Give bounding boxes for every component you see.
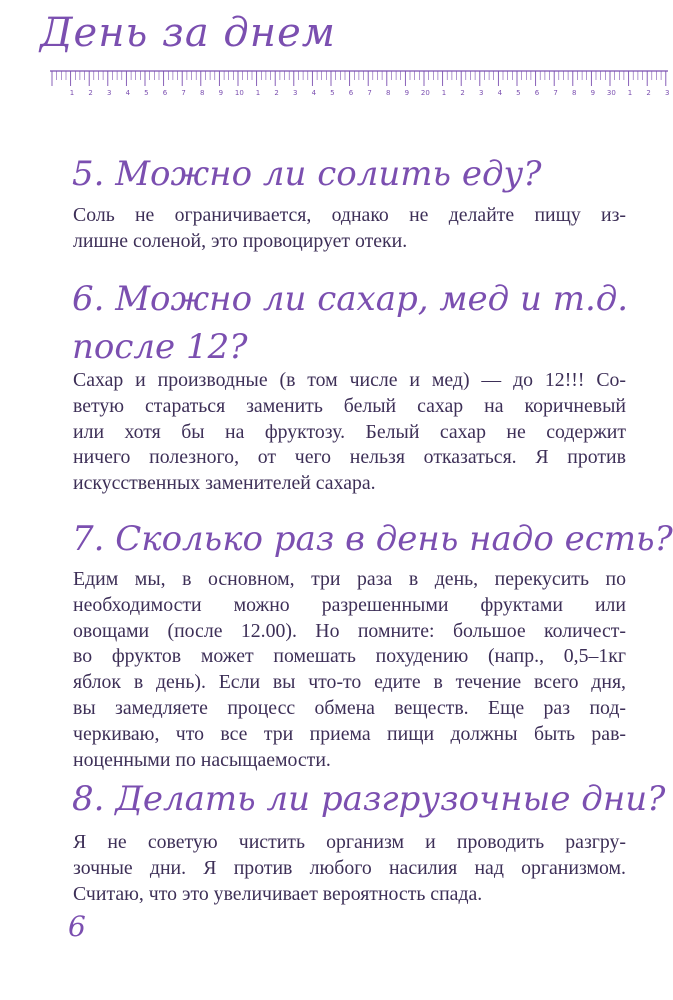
ruler-label: 9 xyxy=(404,89,410,97)
question-5 xyxy=(72,150,652,198)
answer-line: Соль не ограничивается, однако не делайте пищу из- xyxy=(73,204,626,226)
ruler-ticks xyxy=(50,70,668,90)
ruler-label: 2 xyxy=(274,89,279,97)
ruler-label: 20 xyxy=(420,89,430,97)
ruler-label: 3 xyxy=(106,89,112,97)
answer-line: ноценными по насыщаемости. xyxy=(73,748,331,771)
ruler-label: 8 xyxy=(199,89,205,97)
ruler-label: 5 xyxy=(516,89,521,97)
ruler-label: 10 xyxy=(234,89,244,97)
answer-line: во фруктов может помешать похудению (напр., 0,5–1кг xyxy=(73,645,626,668)
question-8 xyxy=(72,775,666,823)
answer-line: лишне соленой, это провоцирует отеки. xyxy=(73,229,408,252)
ruler-label: 6 xyxy=(348,89,354,97)
ruler-label: 30 xyxy=(606,89,616,97)
ruler-label: 1 xyxy=(255,89,261,97)
ruler-label: 8 xyxy=(385,89,391,97)
answer-line: необходимости можно разрешенными фруктами или xyxy=(73,593,626,616)
ruler-label: 7 xyxy=(367,89,372,97)
ruler-label: 3 xyxy=(292,89,298,97)
ruler-label: 9 xyxy=(218,89,224,97)
header-title: День за днем xyxy=(40,10,336,56)
ruler-labels xyxy=(50,89,668,100)
answer-line: ничего полезного, от чего нельзя отказаться. Я против xyxy=(73,446,626,469)
question-6 xyxy=(72,275,652,371)
question-line: 6. Можно ли сахар, мед и т.д. xyxy=(72,279,629,319)
answer-line: Едим мы, в основном, три раза в день, перекусить по xyxy=(73,568,626,590)
answer-line: овощами (после 12.00). Но помните: большое количест- xyxy=(73,619,626,642)
answer-line: Я не советую чистить организм и проводить разгру- xyxy=(73,831,626,853)
question-line: 5. Можно ли солить еду? xyxy=(72,154,542,194)
ruler-label: 4 xyxy=(125,89,131,97)
ruler-label: 1 xyxy=(627,89,633,97)
ruler-label: 7 xyxy=(181,89,186,97)
ruler xyxy=(50,70,668,100)
answer-line: искусственных заменителей сахара. xyxy=(73,472,376,495)
ruler-label: 2 xyxy=(646,89,651,97)
ruler-label: 3 xyxy=(478,89,484,97)
ruler-label: 5 xyxy=(330,89,335,97)
question-line: 7. Сколько раз в день надо есть? xyxy=(72,519,673,559)
ruler-label: 6 xyxy=(534,89,540,97)
ruler-label: 1 xyxy=(441,89,447,97)
answer-line: зочные дни. Я против любого насилия над организмом. xyxy=(73,856,626,879)
answer-7 xyxy=(73,567,626,773)
answer-8 xyxy=(73,830,626,907)
page-number: 6 xyxy=(68,910,86,943)
question-line: 8. Делать ли разгрузочные дни? xyxy=(72,779,666,819)
ruler-label: 1 xyxy=(69,89,75,97)
ruler-label: 4 xyxy=(497,89,503,97)
answer-line: или хотя бы на фруктозу. Белый сахар не содержит xyxy=(73,420,626,443)
ruler-label: 7 xyxy=(553,89,558,97)
ruler-label: 8 xyxy=(571,89,577,97)
answer-6 xyxy=(73,368,626,497)
question-7 xyxy=(72,515,673,563)
ruler-label: 6 xyxy=(162,89,168,97)
answer-line: Считаю, что это увеличивает вероятность спада. xyxy=(73,882,483,905)
answer-line: черкиваю, что все три приема пищи должны быть рав- xyxy=(73,722,626,745)
ruler-label: 4 xyxy=(311,89,317,97)
ruler-label: 3 xyxy=(664,89,670,97)
answer-line: ветую стараться заменить белый сахар на коричневый xyxy=(73,394,626,417)
answer-5 xyxy=(73,203,626,255)
ruler-label: 5 xyxy=(144,89,149,97)
question-line: после 12? xyxy=(72,327,248,367)
answer-line: Сахар и производные (в том числе и мед) — до 12!!! Со- xyxy=(73,369,626,391)
ruler-label: 9 xyxy=(590,89,596,97)
ruler-label: 2 xyxy=(460,89,465,97)
answer-line: яблок в день). Если вы что-то едите в течение всего дня, xyxy=(73,671,626,694)
answer-line: вы замедляете процесс обмена веществ. Еще раз под- xyxy=(73,696,626,719)
ruler-label: 2 xyxy=(88,89,93,97)
